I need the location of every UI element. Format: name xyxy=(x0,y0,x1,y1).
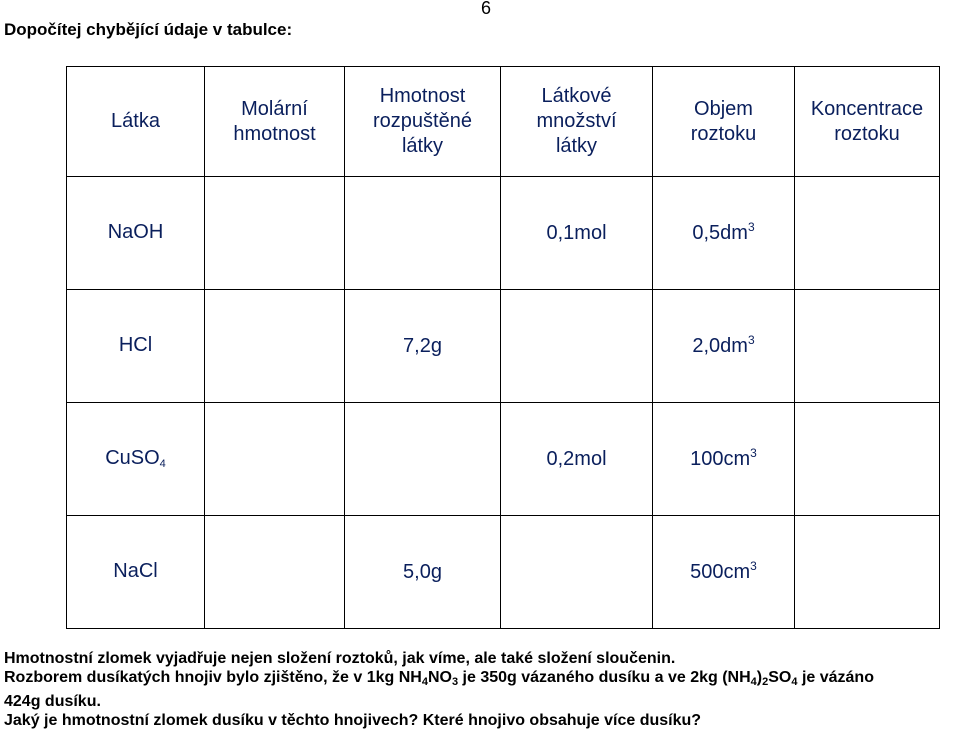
note-line-4: Jaký je hmotnostní zlomek dusíku v těchto hnojivech? Které hnojivo obsahuje více dusíku? xyxy=(4,712,702,729)
header-substance: Látka xyxy=(67,67,205,177)
note-line-3: 424g dusíku. xyxy=(4,693,101,710)
note-line-2: Rozborem dusíkatých hnojiv bylo zjištěno, že v 1kg $NH_4NO_3$ je 350g vázaného dusíku a ve 2kg $(NH_4)_2SO_4$ je vázáno xyxy=(4,669,874,688)
table-row xyxy=(67,290,940,403)
cell-substance: HCl xyxy=(67,290,205,403)
cell-amount: 0,1mol xyxy=(501,177,653,290)
exercise-notes xyxy=(4,649,959,730)
cell-concentration[interactable] xyxy=(795,516,940,629)
cell-molar-mass[interactable] xyxy=(205,290,345,403)
cell-molar-mass[interactable] xyxy=(205,403,345,516)
cell-mass: 5,0g xyxy=(345,516,501,629)
cell-concentration[interactable] xyxy=(795,290,940,403)
cell-volume: $100cm^3$ xyxy=(653,403,795,516)
cell-substance: CuSO$_4$ xyxy=(67,403,205,516)
cell-volume: $0,5dm^3$ xyxy=(653,177,795,290)
table-row xyxy=(67,177,940,290)
table-row xyxy=(67,516,940,629)
cell-volume: $500cm^3$ xyxy=(653,516,795,629)
cell-concentration[interactable] xyxy=(795,177,940,290)
table-header-row xyxy=(67,67,940,177)
header-volume: Objem roztoku xyxy=(653,67,795,177)
note-line-1: Hmotnostní zlomek vyjadřuje nejen složení roztoků, jak víme, ale také složení sloučenin. xyxy=(4,650,676,667)
cell-amount: 0,2mol xyxy=(501,403,653,516)
cell-amount[interactable] xyxy=(501,516,653,629)
cell-mass: 7,2g xyxy=(345,290,501,403)
cell-substance: NaCl xyxy=(67,516,205,629)
header-amount: Látkové množství látky xyxy=(501,67,653,177)
cell-volume: $2,0dm^3$ xyxy=(653,290,795,403)
cell-substance: NaOH xyxy=(67,177,205,290)
header-mass: Hmotnost rozpuštěné látky xyxy=(345,67,501,177)
cell-molar-mass[interactable] xyxy=(205,516,345,629)
header-concentration: Koncentrace roztoku xyxy=(795,67,940,177)
cell-mass[interactable] xyxy=(345,177,501,290)
task-heading: Dopočítej chybějící údaje v tabulce: xyxy=(4,20,293,39)
page-number: 6 xyxy=(481,0,492,18)
exercise-table xyxy=(66,66,940,629)
header-molar-mass: Molární hmotnost xyxy=(205,67,345,177)
cell-amount[interactable] xyxy=(501,290,653,403)
cell-mass[interactable] xyxy=(345,403,501,516)
cell-molar-mass[interactable] xyxy=(205,177,345,290)
cell-concentration[interactable] xyxy=(795,403,940,516)
table-row xyxy=(67,403,940,516)
